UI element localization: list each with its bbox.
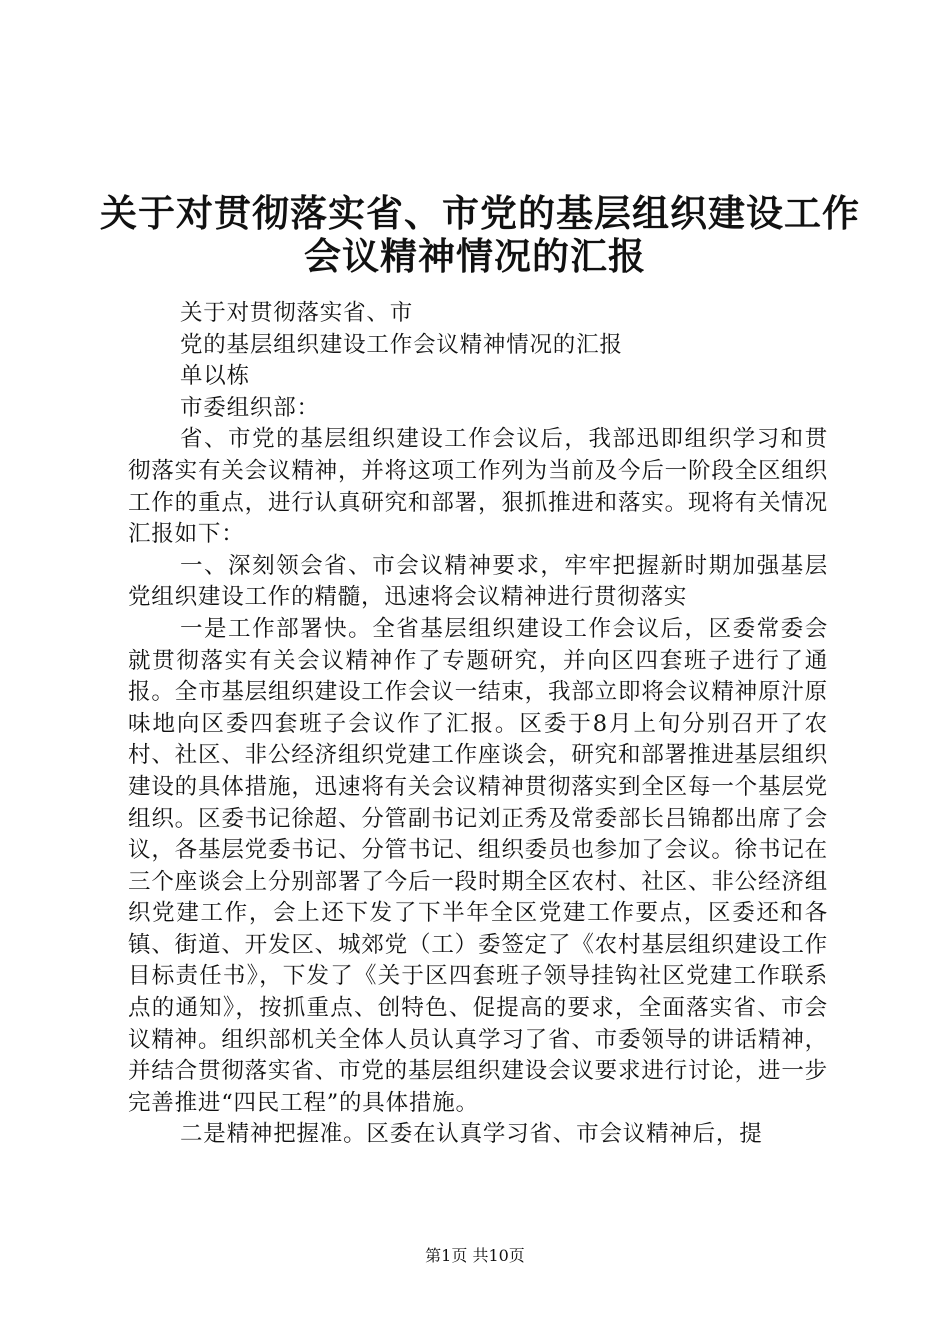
subtitle-line-1: 关于对贯彻落实省、市 xyxy=(180,300,414,326)
intro-paragraph: 省、市党的基层组织建设工作会议后，我部迅即组织学习和贯彻落实有关会议精神，并将这项工作列为当前及今后一阶段全区组织工作的重点，进行认真研究和部署，狠抓推进和落实。现将有关情况汇报如下： xyxy=(128,426,828,548)
document-title-line-2: 会议精神情况的汇报 xyxy=(304,234,646,278)
document-body xyxy=(128,298,828,1151)
subtitle-line-2: 党的基层组织建设工作会议精神情况的汇报 xyxy=(180,331,623,358)
page-footer: 第1页 共10页 xyxy=(425,1246,525,1265)
document-title-line-1: 关于对贯彻落实省、市党的基层组织建设工作 xyxy=(100,191,860,235)
author-name: 单以栋 xyxy=(180,363,250,390)
body-paragraph-1: 一是工作部署快。全省基层组织建设工作会议后，区委常委会就贯彻落实有关会议精神作了专题研究，并向区四套班子进行了通报。全市基层组织建设工作会议一结束，我部立即将会议精神原汁原味地向区委四套班子会议作了汇报。区委于8月上旬分别召开了农村、社区、非公经济组织党建工作座谈会，研究和部署推进基层组织建设的具体措施，迅速将有关会议精神贯彻落实到全区每一个基层党组织。区委书记徐超、分管副书记刘正秀及常委部长吕锦都出席了会议，各基层党委书记、分管书记、组织委员也参加了会议。徐书记在三个座谈会上分别部署了今后一段时期全区农村、社区、非公经济组织党建工作，会上还下发了下半年全区党建工作要点，区委还和各镇、街道、开发区、城郊党（工）委签定了《农村基层组织建设工作目标责任书》，下发了《关于区四套班子领导挂钩社区党建工作联系点的通知》，按抓重点、创特色、促提高的要求，全面落实省、市会议精神。组织部机关全体人员认真学习了省、市委领导的讲话精神，并结合贯彻落实省、市党的基层组织建设会议要求进行讨论，进一步完善推进“四民工程”的具体措施。 xyxy=(128,615,828,1116)
body-paragraph-2: 二是精神把握准。区委在认真学习省、市会议精神后，提 xyxy=(180,1121,763,1148)
section-heading-1: 一、深刻领会省、市会议精神要求，牢牢把握新时期加强基层党组织建设工作的精髓，迅速将会议精神进行贯彻落实 xyxy=(128,552,828,611)
salutation: 市委组织部： xyxy=(180,394,320,421)
